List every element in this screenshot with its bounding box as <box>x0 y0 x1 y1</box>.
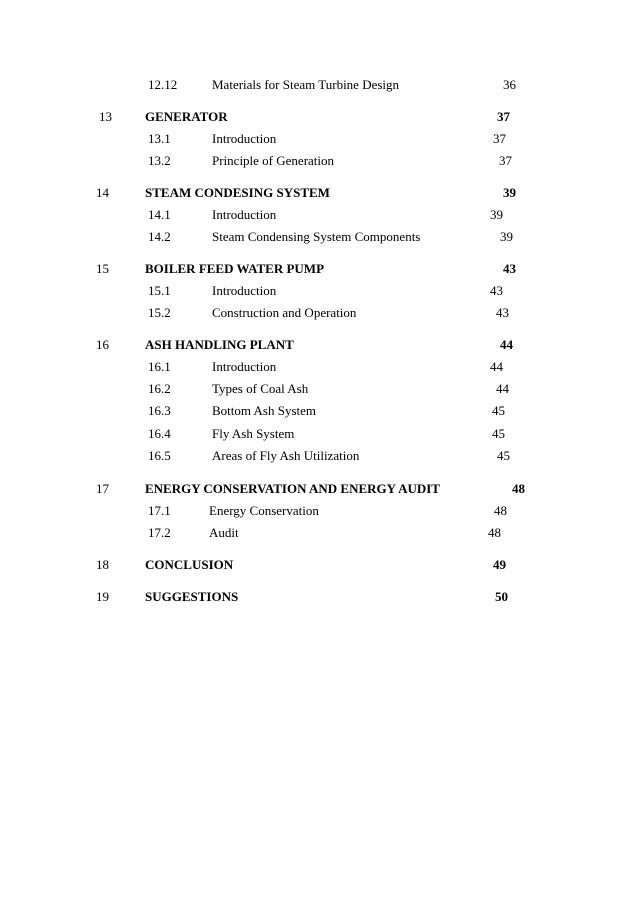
toc-code: 14.1 <box>148 207 171 222</box>
toc-page-number: 43 <box>496 305 509 320</box>
toc-title: Audit <box>209 525 239 540</box>
toc-chapter-number: 17 <box>96 481 109 496</box>
toc-chapter-number: 13 <box>99 109 112 124</box>
toc-page-number: 36 <box>503 77 516 92</box>
toc-code: 16.4 <box>148 426 171 441</box>
toc-code: 17.1 <box>148 503 171 518</box>
toc-title: Materials for Steam Turbine Design <box>212 77 400 92</box>
toc-title: Areas of Fly Ash Utilization <box>212 448 360 463</box>
toc-chapter-heading: ASH HANDLING PLANT <box>145 337 294 352</box>
toc-page-number: 43 <box>490 283 503 298</box>
toc-page-number: 49 <box>493 557 506 572</box>
toc-code: 12.12 <box>148 77 178 92</box>
toc-page-number: 37 <box>497 109 510 124</box>
toc-title: Introduction <box>212 131 277 146</box>
toc-page-number: 44 <box>500 337 513 352</box>
toc-code: 16.3 <box>148 403 171 418</box>
toc-page-number: 43 <box>503 261 516 276</box>
toc-page-number: 48 <box>512 481 525 496</box>
toc-page-number: 37 <box>499 153 512 168</box>
toc-code: 13.2 <box>148 153 171 168</box>
toc-code: 13.1 <box>148 131 171 146</box>
toc-chapter-heading: CONCLUSION <box>145 557 234 572</box>
toc-title: Bottom Ash System <box>212 403 317 418</box>
toc-page-number: 39 <box>503 185 516 200</box>
toc-code: 17.2 <box>148 525 171 540</box>
toc-title: Construction and Operation <box>212 305 357 320</box>
toc-chapter-number: 18 <box>96 557 109 572</box>
toc-title: Types of Coal Ash <box>212 381 309 396</box>
toc-page-number: 39 <box>500 229 513 244</box>
toc-title: Introduction <box>212 359 277 374</box>
toc-page-number: 45 <box>492 426 505 441</box>
toc-title: Introduction <box>212 207 277 222</box>
toc-page-number: 39 <box>490 207 503 222</box>
toc-chapter-heading: GENERATOR <box>145 109 228 124</box>
toc-page-number: 44 <box>496 381 509 396</box>
toc-chapter-number: 19 <box>96 589 109 604</box>
toc-title: Steam Condensing System Components <box>212 229 421 244</box>
toc-chapter-heading: BOILER FEED WATER PUMP <box>145 261 325 276</box>
toc-title: Principle of Generation <box>212 153 335 168</box>
toc-chapter-number: 15 <box>96 261 109 276</box>
toc-title: Fly Ash System <box>212 426 295 441</box>
toc-page-number: 37 <box>493 131 506 146</box>
toc-code: 15.2 <box>148 305 171 320</box>
toc-page-number: 48 <box>488 525 501 540</box>
toc-title: Introduction <box>212 283 277 298</box>
toc-code: 16.5 <box>148 448 171 463</box>
toc-page-number: 50 <box>495 589 508 604</box>
toc-chapter-heading: ENERGY CONSERVATION AND ENERGY AUDIT <box>145 481 440 496</box>
toc-title: Energy Conservation <box>209 503 319 518</box>
toc-code: 16.2 <box>148 381 171 396</box>
toc-page-number: 48 <box>494 503 507 518</box>
toc-page-number: 44 <box>490 359 503 374</box>
toc-page-number: 45 <box>492 403 505 418</box>
toc-code: 14.2 <box>148 229 171 244</box>
toc-code: 16.1 <box>148 359 171 374</box>
toc-chapter-heading: SUGGESTIONS <box>145 589 239 604</box>
toc-chapter-number: 16 <box>96 337 109 352</box>
toc-chapter-number: 14 <box>96 185 109 200</box>
toc-code: 15.1 <box>148 283 171 298</box>
toc-page-number: 45 <box>497 448 510 463</box>
toc-chapter-heading: STEAM CONDESING SYSTEM <box>145 185 330 200</box>
